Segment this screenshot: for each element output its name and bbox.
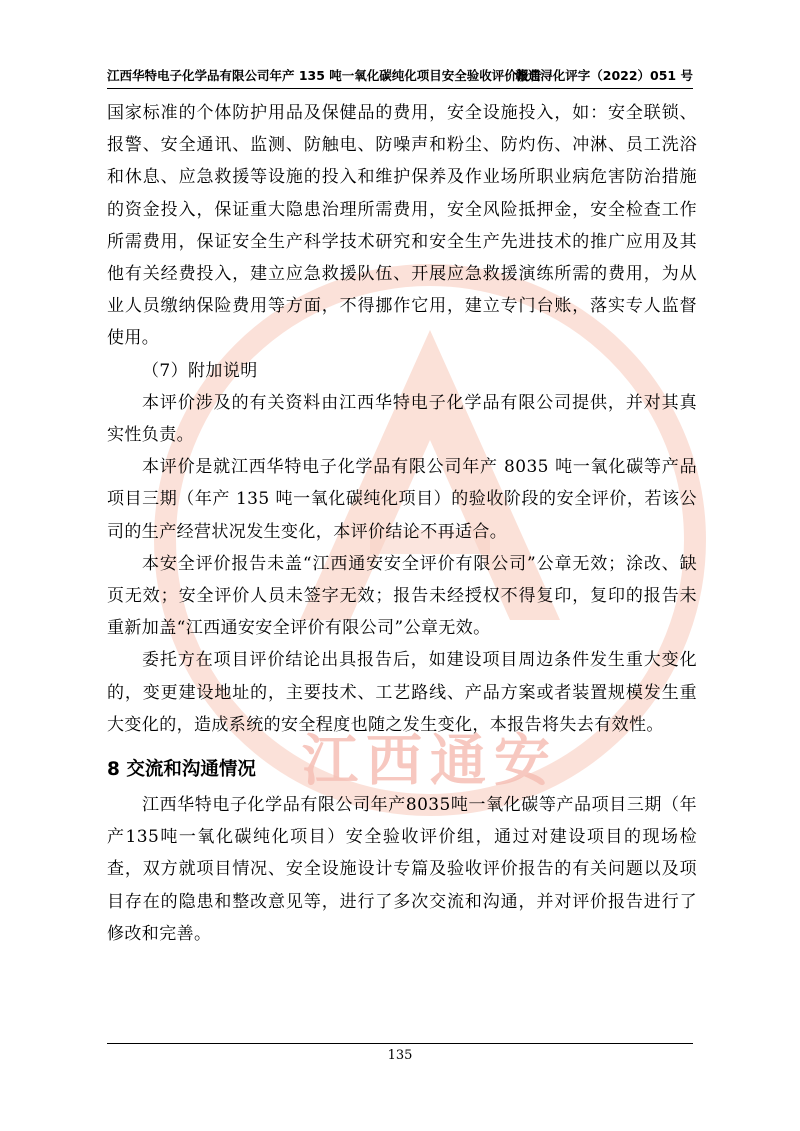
document-body <box>107 97 697 950</box>
paragraph-validity-conditions: 委托方在项目评价结论出具报告后，如建设项目周边条件发生重大变化的，变更建设地址的，主要技术、工艺路线、产品方案或者装置规模发生重大变化的，造成系统的安全程度也随之发生变化，本报告将失去有效性。 <box>107 650 697 735</box>
page-header <box>107 64 693 89</box>
subheading-additional-notes: （7）附加说明 <box>142 360 258 381</box>
footer-divider <box>107 1043 693 1044</box>
seal-brand-text: 江西通安 <box>302 729 558 794</box>
section-8-title: 8 交流和沟通情况 <box>107 759 256 781</box>
report-title: 江西华特电子化学品有限公司年产 135 吨一氧化碳纯化项目安全验收评价报告 <box>107 68 542 83</box>
paragraph-data-source: 本评价涉及的有关资料由江西华特电子化学品有限公司提供，并对其真实性负责。 <box>107 392 697 446</box>
paragraph-communication: 江西华特电子化学品有限公司年产8035吨一氧化碳等产品项目三期（年产135吨一氧化碳纯化项目）安全验收评价组，通过对建设项目的现场检查，双方就项目情况、安全设施设计专篇及验收评价报告的有关问题以及项目存在的隐患和整改意见等，进行了多次交流和沟通，并对评价报告进行了修改和完善。 <box>107 795 697 944</box>
page-number: 135 <box>387 1048 413 1063</box>
paragraph-seal-validity: 本安全评价报告未盖“江西通安安全评价有限公司”公章无效；涂改、缺页无效；安全评价人员未签字无效；报告未经授权不得复印，复印的报告未重新加盖“江西通安安全评价有限公司”公章无效。 <box>107 553 697 639</box>
document-number: 赣通浔化评字（2022）051 号 <box>515 68 693 83</box>
paragraph-evaluation-scope: 本评价是就江西华特电子化学品有限公司年产 8035 吨一氧化碳等产品项目三期（年产 135 吨一氧化碳纯化项目）的验收阶段的安全评价，若该公司的生产经营状况发生变化，本评价结论不再适合。 <box>107 457 697 542</box>
paragraph-expense-usage: 国家标准的个体防护用品及保健品的费用，安全设施投入，如：安全联锁、报警、安全通讯、监测、防触电、防噪声和粉尘、防灼伤、冲淋、员工洗浴和休息、应急救援等设施的投入和维护保养及作业场所职业病危害防治措施的资金投入，保证重大隐患治理所需费用，安全风险抵押金，安全检查工作所需费用，保证安全生产科学技术研究和安全生产先进技术的推广应用及其他有关经费投入，建立应急救援队伍、开展应急救援演练所需的费用，为从业人员缴纳保险费用等方面，不得挪作它用，建立专门台账，落实专人监督使用。 <box>107 103 697 349</box>
